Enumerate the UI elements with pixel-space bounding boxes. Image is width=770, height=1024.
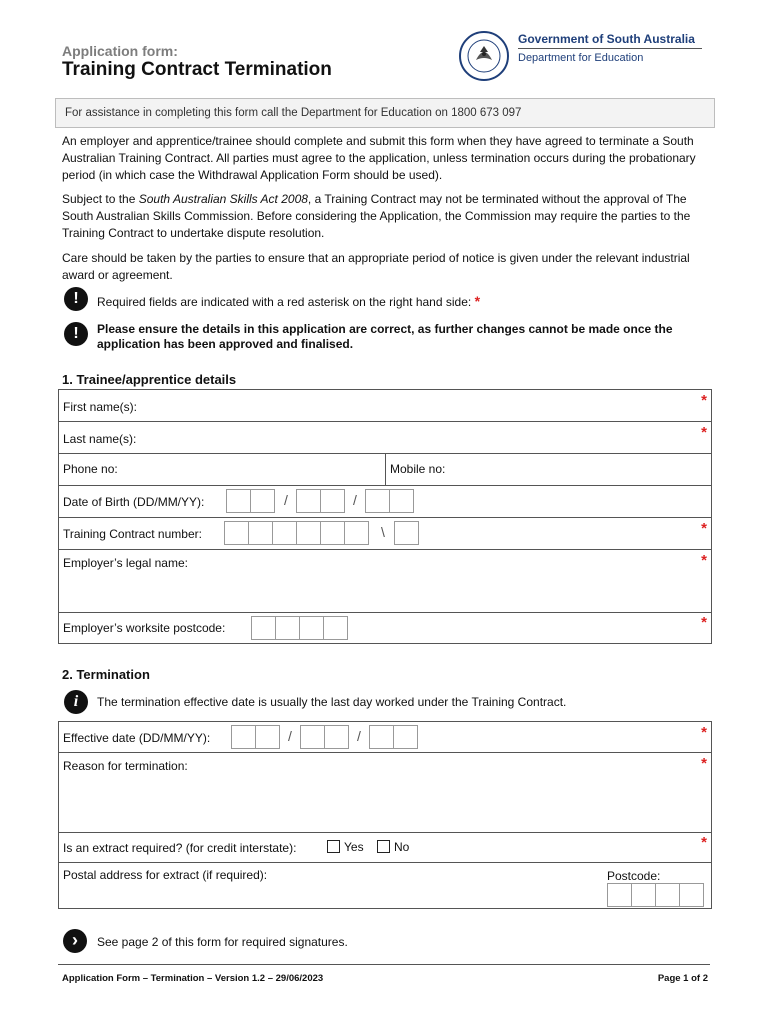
trainee-details-box [58,389,712,644]
intro-paragraph-3: Care should be taken by the parties to ensure that an appropriate period of notice is given under the relevant industrial award or agreement. [62,251,690,282]
alert-icon: ! [64,287,88,311]
required-asterisk: * [701,424,707,441]
phone-row [59,454,711,486]
effective-day-input[interactable] [231,725,279,749]
effective-year-input[interactable] [369,725,417,749]
extract-postcode-input[interactable] [607,883,703,907]
termination-info: The termination effective date is usually the last day worked under the Training Contract. [97,695,567,709]
required-note-text: Required fields are indicated with a red asterisk on the right hand side: [97,295,472,309]
intro-paragraph-2 [62,191,714,242]
postal-address-row[interactable] [59,863,711,908]
postcode-label: Postcode: [607,869,661,883]
warning-icon: ! [64,322,88,346]
contract-number-row [59,518,711,550]
phone-label: Phone no: [63,462,118,476]
employer-postcode-row [59,613,711,643]
required-asterisk: * [701,724,707,741]
warning-note: Please ensure the details in this application are correct, as further changes cannot be made once the application has been approved and finalised. [97,322,673,351]
yes-label: Yes [344,840,364,854]
footer-version: Application Form – Termination – Version 1.2 – 29/06/2023 [62,973,324,984]
section-2-heading: 2. Termination [62,667,150,682]
dob-month-input[interactable] [296,489,344,513]
termination-box [58,721,712,909]
required-asterisk: * [701,614,707,631]
mobile-label: Mobile no: [390,462,446,476]
required-asterisk: * [701,755,707,772]
employer-postcode-input[interactable] [251,616,347,640]
see-page-note: See page 2 of this form for required signatures. [97,935,348,949]
extract-row [59,833,711,863]
no-checkbox[interactable] [377,840,390,853]
dob-row [59,486,711,518]
section-1-heading: 1. Trainee/apprentice details [62,372,237,387]
last-name-label: Last name(s): [63,432,137,446]
first-name-label: First name(s): [63,400,138,414]
page-number: Page 1 of 2 [657,973,708,984]
act-name: South Australian Skills Act 2008 [138,192,308,206]
p2-text-b: , a Training Contract may not be terminated without the approval of The South Australian Skills Commission. Before considering the Application, the Commission may require the parties to the Training Contract to undertake dispute resolution. [62,192,691,240]
government-name: Government of South Australia [518,32,695,46]
date-separator: / [284,492,288,508]
required-asterisk: * [701,552,707,569]
form-subtitle: Application form: [62,43,178,59]
effective-date-row [59,722,711,753]
asterisk-sample: * [474,293,481,309]
last-name-row[interactable] [59,422,711,454]
footer-rule [58,964,710,965]
contract-separator: \ [381,524,385,540]
required-asterisk: * [701,520,707,537]
employer-postcode-label: Employer’s worksite postcode: [63,621,226,635]
required-asterisk: * [701,392,707,409]
dob-label: Date of Birth (DD/MM/YY): [63,495,205,509]
p2-text-a: Subject to the [62,192,139,206]
effective-month-input[interactable] [300,725,348,749]
contract-suffix-input[interactable] [394,521,418,545]
date-separator: / [357,728,361,744]
info-icon: i [64,690,88,714]
dob-day-input[interactable] [226,489,274,513]
effective-date-label: Effective date (DD/MM/YY): [63,731,211,745]
date-separator: / [353,492,357,508]
phone-divider [385,454,386,485]
no-label: No [394,840,410,854]
date-separator: / [288,728,292,744]
department-name: Department for Education [518,52,644,64]
arrow-right-icon: › [63,929,87,953]
employer-name-row[interactable] [59,550,711,613]
extract-yes-option[interactable] [327,840,364,854]
page-title: Training Contract Termination [62,59,332,80]
contract-number-label: Training Contract number: [63,527,202,541]
extract-label: Is an extract required? (for credit interstate): [63,841,297,855]
postal-address-label: Postal address for extract (if required): [63,868,268,882]
required-asterisk: * [701,834,707,851]
extract-no-option[interactable] [377,840,409,854]
employer-name-label: Employer’s legal name: [63,556,188,570]
government-seal-icon [458,30,510,82]
dob-year-input[interactable] [365,489,413,513]
assistance-banner: For assistance in completing this form call the Department for Education on 1800 673 097 [55,98,715,128]
intro-paragraph-1: An employer and apprentice/trainee should complete and submit this form when they have agreed to terminate a South Australian Training Contract. All parties must agree to the application, unless termination occurs during the probationary period (in which case the Withdrawal Application Form should be used). [62,134,696,182]
header-rule [518,48,702,49]
required-note [97,293,480,309]
contract-number-input[interactable] [224,521,368,545]
reason-label: Reason for termination: [63,759,188,773]
first-name-row[interactable] [59,390,711,422]
yes-checkbox[interactable] [327,840,340,853]
reason-row[interactable] [59,753,711,833]
